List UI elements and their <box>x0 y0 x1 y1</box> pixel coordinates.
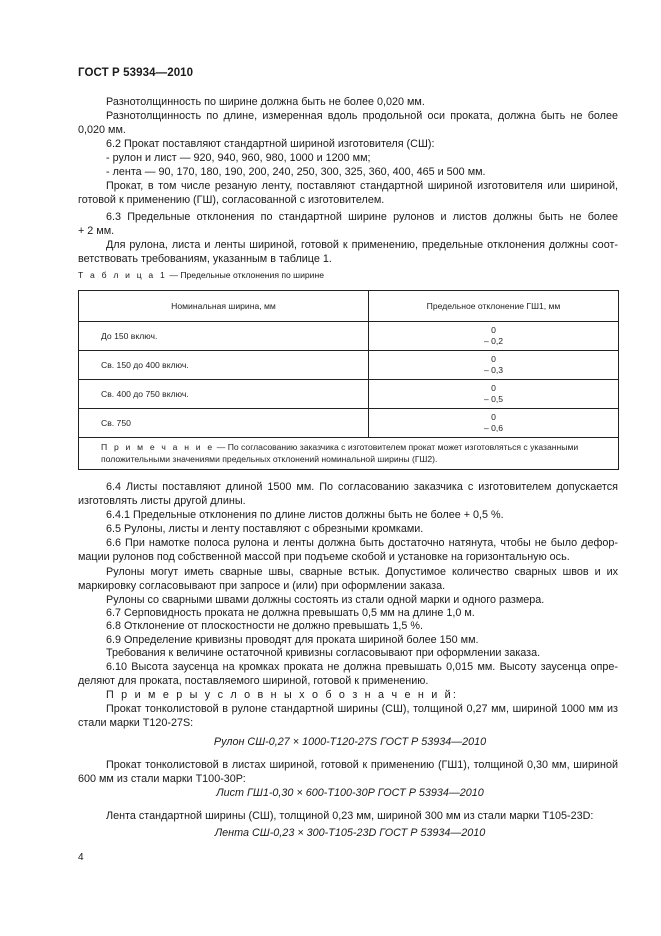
paragraph-line: Рулоны со сварными швами должны состоять из стали одной марки и одного размера. <box>106 594 545 606</box>
paragraph-line: Разнотолщинность по длине, измеренная вдоль продольной оси проката, должна быть не более <box>106 110 618 122</box>
deviation-upper: 0 <box>491 412 496 422</box>
page-number: 4 <box>78 852 84 863</box>
note-text: — По согласованию заказчика с изготовителем прокат может изготовляться с указанными <box>214 442 579 452</box>
deviation-cell <box>369 409 619 438</box>
designation-formula: Рулон СШ-0,27 × 1000-Т120-27S ГОСТ Р 53934—2010 <box>213 736 487 748</box>
note-label: П р и м е ч а н и е <box>101 442 215 452</box>
paragraph-line: 6.3 Предельные отклонения по стандартной ширине рулонов и листов должны быть не более <box>106 211 618 223</box>
width-cell: Св. 750 <box>79 409 369 438</box>
table-row <box>79 351 619 380</box>
paragraph-line: Прокат тонколистовой в листах шириной, готовой к применению (ГШ1), толщиной 0,30 мм, шириной <box>106 759 618 771</box>
document-header: ГОСТ Р 53934—2010 <box>78 67 194 79</box>
table-row <box>79 409 619 438</box>
table-caption <box>78 270 324 280</box>
paragraph-line: маркировку согласовывают при запросе и (или) при оформлении заказа. <box>78 580 446 592</box>
designation-formula: Лист ГШ1-0,30 × 600-Т100-30Р ГОСТ Р 53934—2010 <box>216 787 484 799</box>
table-row <box>79 380 619 409</box>
paragraph-line: мации рулонов под собственной массой при подъеме скобой и установке на горизонтальную ось. <box>78 551 570 563</box>
deviation-cell <box>369 351 619 380</box>
deviation-upper: 0 <box>491 383 496 393</box>
paragraph-line: Для рулона, листа и ленты шириной, готовой к применению, предельные отклонения должны соот- <box>106 239 618 251</box>
paragraph-line: Лента стандартной ширины (СШ), толщиной 0,23 мм, шириной 300 мм из стали марки Т105-23D: <box>106 810 594 822</box>
paragraph-line: 6.9 Определение кривизны проводят для проката шириной более 150 мм. <box>106 634 479 646</box>
examples-heading: П р и м е р ы у с л о в н ы х о б о з н а ч е н и й: <box>106 689 459 701</box>
table-note <box>79 438 619 470</box>
deviation-lower: – 0,6 <box>483 423 504 433</box>
paragraph-line: готовой к применению (ГШ), согласованной с изготовителем. <box>78 194 385 206</box>
table-header-row <box>79 291 619 322</box>
designation-formula: Лента СШ-0,23 × 300-Т105-23D ГОСТ Р 53934—2010 <box>214 827 486 839</box>
width-cell: Св. 150 до 400 включ. <box>79 351 369 380</box>
paragraph-line: деляют для проката, поставляемого шириной, готовой к применению. <box>78 675 429 687</box>
paragraph-line: 6.2 Прокат поставляют стандартной шириной изготовителя (СШ): <box>106 138 435 150</box>
deviation-lower: – 0,3 <box>483 365 504 375</box>
paragraph-line: 6.5 Рулоны, листы и ленту поставляют с обрезными кромками. <box>106 523 424 535</box>
deviation-lower: – 0,2 <box>483 336 504 346</box>
width-cell: До 150 включ. <box>79 322 369 351</box>
list-item: - лента — 90, 170, 180, 190, 200, 240, 250, 300, 325, 360, 400, 465 и 500 мм. <box>106 166 486 178</box>
paragraph-line: 6.4.1 Предельные отклонения по длине листов должны быть не более + 0,5 %. <box>106 509 504 521</box>
paragraph-line: Рулоны могут иметь сварные швы, сварные встык. Допустимое количество сварных швов и их <box>106 566 618 578</box>
table-row <box>79 322 619 351</box>
paragraph-line: 6.7 Серповидность проката не должна превышать 0,5 мм на длине 1,0 м. <box>106 607 475 619</box>
paragraph-line: 6.4 Листы поставляют длиной 1500 мм. По согласованию заказчика с изготовителем допускается <box>106 481 618 493</box>
paragraph-line: изготовлять листы другой длины. <box>78 495 246 507</box>
paragraph-line: 6.10 Высота заусенца на кромках проката не должна превышать 0,015 мм. Высоту заусенца опре- <box>106 661 618 673</box>
deviation-upper: 0 <box>491 325 496 335</box>
paragraph-line: Требования к величине остаточной кривизны согласовывают при оформлении заказа. <box>106 647 541 659</box>
paragraph-line: 600 мм из стали марки Т100-30Р: <box>78 773 246 785</box>
list-item: - рулон и лист — 920, 940, 960, 980, 1000 и 1200 мм; <box>106 152 371 164</box>
paragraph-line: стали марки Т120-27S: <box>78 717 194 729</box>
table-caption-label: Т а б л и ц а 1 <box>78 270 167 280</box>
paragraph-line: ветствовать требованиям, указанным в таблице 1. <box>78 253 332 265</box>
column-header: Номинальная ширина, мм <box>79 291 369 322</box>
width-cell: Св. 400 до 750 включ. <box>79 380 369 409</box>
deviation-table <box>78 290 619 470</box>
table-note-row <box>79 438 619 470</box>
paragraph-line: Разнотолщинность по ширине должна быть не более 0,020 мм. <box>106 96 425 108</box>
paragraph-line: 6.8 Отклонение от плоскостности не должно превышать 1,5 %. <box>106 620 423 632</box>
paragraph-line: 6.6 При намотке полоса рулона и ленты должна быть достаточно натянута, чтобы не было дефор- <box>106 537 618 549</box>
note-text: положительными значениями предельных отклонений номинальной ширины (ГШ2). <box>101 454 438 464</box>
paragraph-line: Прокат, в том числе резаную ленту, поставляют стандартной шириной изготовителя или шириной, <box>106 180 618 192</box>
paragraph-line: Прокат тонколистовой в рулоне стандартной ширины (СШ), толщиной 0,27 мм, шириной 1000 мм из <box>106 703 618 715</box>
deviation-upper: 0 <box>491 354 496 364</box>
paragraph-line: + 2 мм. <box>78 225 115 237</box>
deviation-cell <box>369 322 619 351</box>
table-caption-text: — Предельные отклонения по ширине <box>166 270 324 280</box>
deviation-cell <box>369 380 619 409</box>
column-header: Предельное отклонение ГШ1, мм <box>369 291 619 322</box>
paragraph-line: 0,020 мм. <box>78 124 126 136</box>
deviation-lower: – 0,5 <box>483 394 504 404</box>
